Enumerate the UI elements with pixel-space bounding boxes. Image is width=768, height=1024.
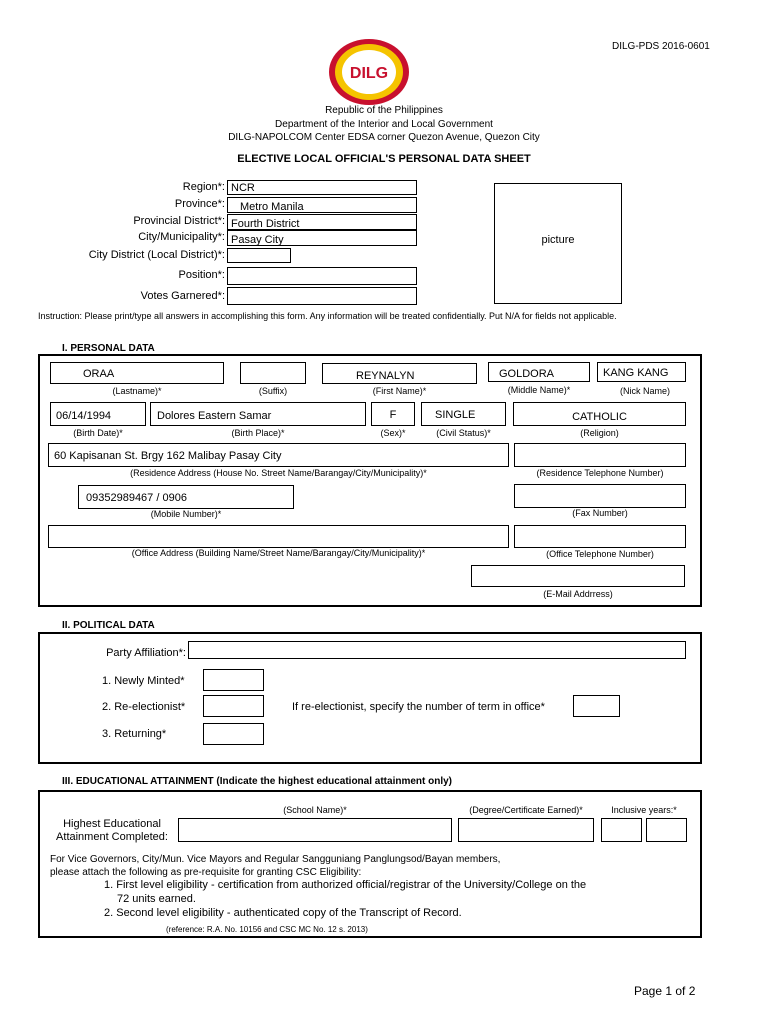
firstname-label: (First Name)* [372,386,427,396]
personal-data-heading: I. PERSONAL DATA [62,343,155,354]
terms-label: If re-electionist, specify the number of term in office* [292,701,545,713]
school-field[interactable] [178,818,452,842]
civil-status-field[interactable]: SINGLE [421,402,506,426]
education-heading: III. EDUCATIONAL ATTAINMENT (Indicate the highest educational attainment only) [62,776,453,787]
office-phone-field[interactable] [514,525,686,548]
office-address-label: (Office Address (Building Name/Street Name/Barangay/City/Municipality)* [131,548,426,558]
page-number: Page 1 of 2 [634,984,696,998]
eligibility-item-2: 2. Second level eligibility - authenticated copy of the Transcript of Record. [104,907,462,919]
logo-text: DILG [349,65,389,82]
header-line-2: Department of the Interior and Local Government [275,119,493,130]
birthdate-field[interactable]: 06/14/1994 [50,402,146,426]
eligibility-item-1-cont: 72 units earned. [117,893,196,905]
residence-phone-field[interactable] [514,443,686,467]
picture-label: picture [541,234,575,246]
office-address-field[interactable] [48,525,509,548]
dilg-logo [328,38,410,106]
political-data-heading: II. POLITICAL DATA [62,620,155,631]
party-label: Party Affiliation*: [106,647,186,659]
fax-label: (Fax Number) [572,508,628,518]
lastname-label: (Lastname)* [112,386,162,396]
middlename-field[interactable]: GOLDORA [488,362,590,382]
nickname-label: (Nick Name) [619,386,670,396]
eligibility-item-1: 1. First level eligibility - certification from authorized official/registrar of the University/College on the [104,879,587,891]
sex-label: (Sex)* [380,428,406,438]
birthdate-label: (Birth Date)* [73,428,123,438]
education-note-1: For Vice Governors, City/Mun. Vice Mayors and Regular Sangguniang Panglungsod/Bayan members, [50,854,501,865]
reelectionist-field[interactable] [203,695,264,717]
years-label: Inclusive years:* [611,805,677,815]
header-line-3: DILG-NAPOLCOM Center EDSA corner Quezon Avenue, Quezon City [228,132,540,143]
mobile-field[interactable]: 09352989467 / 0906 [78,485,294,509]
reelectionist-label: 2. Re-electionist* [102,701,186,713]
email-label: (E-Mail Addrress) [543,589,613,599]
middlename-label: (Middle Name)* [507,385,571,395]
education-row-label-2: Attainment Completed: [56,831,168,843]
district-field[interactable]: Fourth District [227,214,417,230]
page-title: ELECTIVE LOCAL OFFICIAL'S PERSONAL DATA SHEET [237,153,531,165]
degree-label: (Degree/Certificate Earned)* [469,805,583,815]
party-field[interactable] [188,641,686,659]
header-line-1: Republic of the Philippines [325,105,443,116]
office-phone-label: (Office Telephone Number) [546,549,654,559]
birthplace-label: (Birth Place)* [231,428,285,438]
city-label: City/Municipality*: [138,231,225,243]
position-label: Position*: [178,269,225,281]
suffix-field[interactable] [240,362,306,384]
returning-field[interactable] [203,723,264,745]
lastname-field[interactable]: ORAA [50,362,224,384]
position-field[interactable] [227,267,417,285]
nickname-field[interactable]: KANG KANG [597,362,686,382]
firstname-field[interactable]: REYNALYN [322,363,477,384]
fax-field[interactable] [514,484,686,508]
region-field[interactable]: NCR [227,180,417,195]
residence-phone-label: (Residence Telephone Number) [536,468,664,478]
province-label: Province*: [174,198,225,210]
votes-field[interactable] [227,287,417,305]
city-district-field[interactable] [227,248,291,263]
religion-field[interactable]: CATHOLIC [513,402,686,426]
city-district-label: City District (Local District)*: [88,249,225,261]
school-label: (School Name)* [283,805,347,815]
returning-label: 3. Returning* [102,728,167,740]
reference-note: (reference: R.A. No. 10156 and CSC MC No. 12 s. 2013) [166,925,368,934]
residence-address-label: (Residence Address (House No. Street Name/Barangay/City/Municipality)* [130,468,427,478]
picture-box[interactable] [494,183,622,304]
document-code: DILG-PDS 2016-0601 [612,41,710,52]
year-to-field[interactable] [646,818,687,842]
civil-status-label: (Civil Status)* [436,428,491,438]
sex-field[interactable]: F [371,402,415,426]
terms-field[interactable] [573,695,620,717]
district-label: Provincial District*: [133,215,225,227]
city-field[interactable]: Pasay City [227,230,417,246]
newly-minted-label: 1. Newly Minted* [102,675,185,687]
education-row-label-1: Highest Educational [63,818,161,830]
email-field[interactable] [471,565,685,587]
education-note-2: please attach the following as pre-requisite for granting CSC Eligibility: [50,867,362,878]
suffix-label: (Suffix) [258,386,288,396]
newly-minted-field[interactable] [203,669,264,691]
year-from-field[interactable] [601,818,642,842]
mobile-label: (Mobile Number)* [150,509,222,519]
degree-field[interactable] [458,818,594,842]
religion-label: (Religion) [580,428,619,438]
birthplace-field[interactable]: Dolores Eastern Samar [150,402,366,426]
votes-label: Votes Garnered*: [140,290,225,302]
region-label: Region*: [182,181,225,193]
province-field[interactable]: Metro Manila [227,197,417,213]
instruction-text: Instruction: Please print/type all answers in accomplishing this form. Any information will be treated confidentially. Put N/A for fields not applicable. [38,311,617,321]
residence-address-field[interactable]: 60 Kapisanan St. Brgy 162 Malibay Pasay City [48,443,509,467]
